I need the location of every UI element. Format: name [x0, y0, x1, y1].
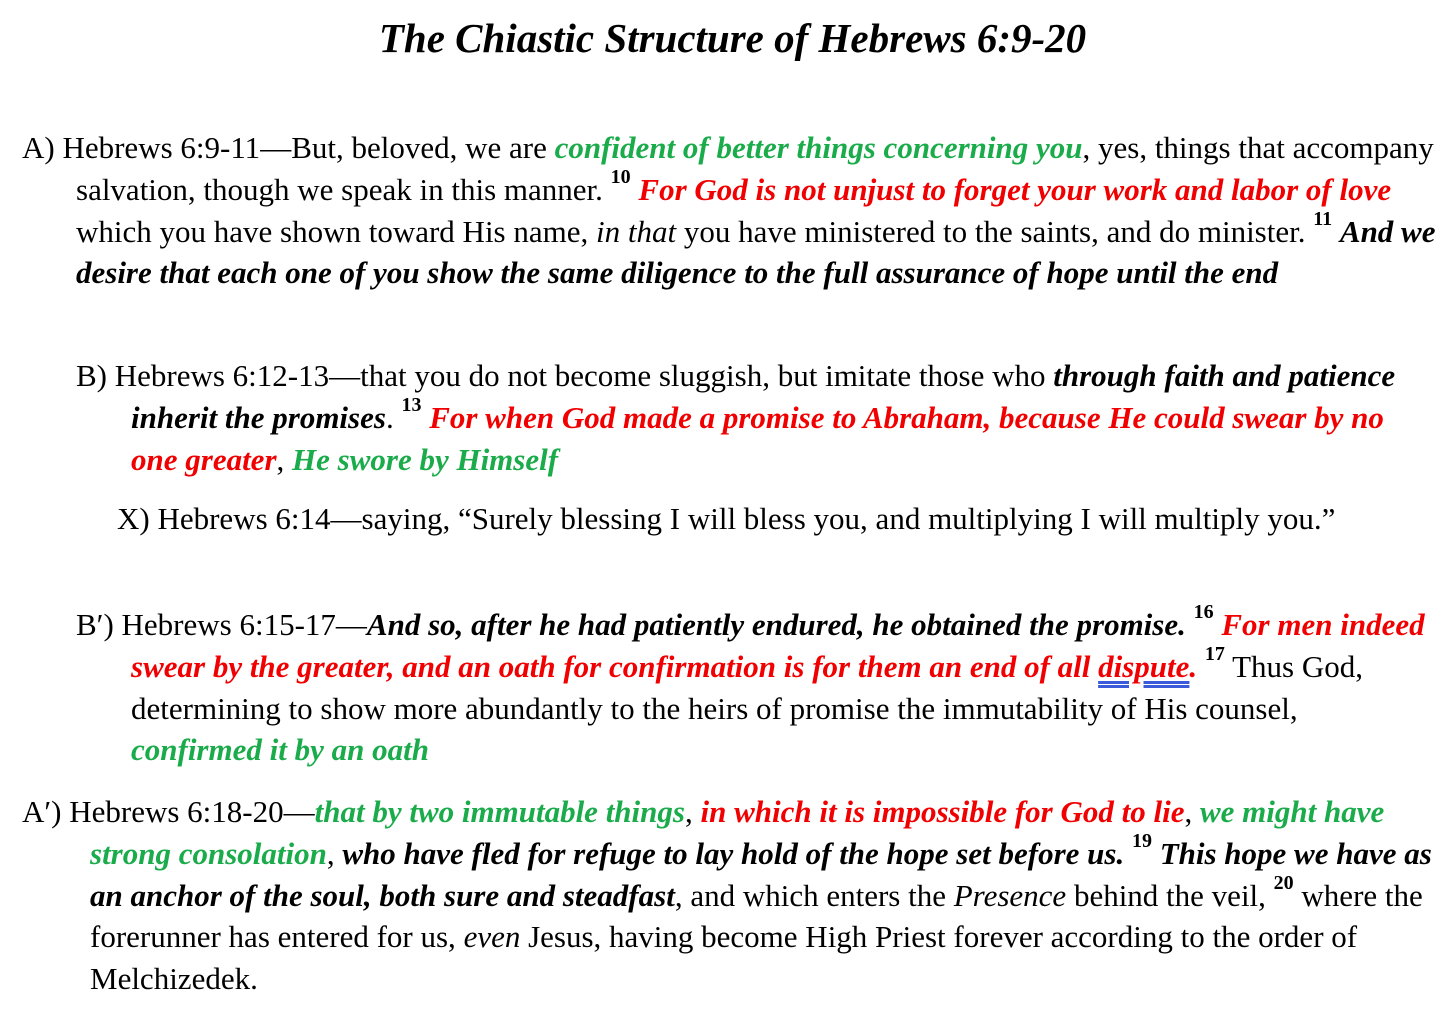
section-b-prime-ref: B′) Hebrews 6:15-17 — [76, 607, 336, 642]
section-b-ref: B) Hebrews 6:12-13 — [76, 358, 330, 393]
text-run: , — [684, 794, 701, 829]
section-a-prime-ref: A′) Hebrews 6:18-20 — [22, 794, 284, 829]
section-x — [117, 498, 1437, 540]
text-run: you have ministered to the saints, and do minister. — [676, 213, 1314, 249]
underlined-word-link[interactable]: dispute — [1098, 648, 1190, 684]
section-a — [22, 127, 1447, 294]
section-b — [76, 355, 1436, 480]
verse-number: 13 — [401, 393, 422, 416]
italic-text: Presence — [953, 877, 1067, 913]
em-dash: — — [329, 358, 361, 393]
red-highlight: For God is not unjust to forget your work and labor of love — [638, 171, 1392, 207]
text-run: saying, “Surely blessing I will bless you, and multiplying I will multiply you.” — [361, 501, 1336, 536]
text-run: that you do not become sluggish, but imitate those who — [360, 358, 1054, 393]
text-run: , — [1184, 794, 1200, 829]
text-run: , — [326, 835, 343, 871]
section-a-prime-paragraph — [22, 791, 1447, 1000]
spacer — [1197, 649, 1205, 684]
text-run: Jesus, having become High Priest forever according to the order of Melchizedek. — [90, 919, 1358, 997]
red-highlight: For men indeed swear by the greater, and an oath for confirmation is for them an end of all — [131, 607, 1425, 684]
green-highlight: He swore by Himself — [292, 441, 559, 477]
section-b-prime-paragraph — [76, 601, 1436, 771]
bold-italic-text: through faith and patience inherit the promises — [131, 358, 1396, 435]
red-highlight: in which it is impossible for God to lie — [700, 794, 1185, 829]
section-b-prime — [76, 601, 1436, 771]
em-dash: — — [260, 130, 292, 165]
text-run: . — [385, 399, 402, 435]
spacer — [1186, 607, 1194, 642]
text-run: But, beloved, we are — [291, 130, 555, 165]
text-run: where the forerunner has entered for us, — [90, 877, 1423, 955]
bold-italic-text: And so, after he had patiently endured, he obtained the promise. — [366, 607, 1186, 642]
page-title: The Chiastic Structure of Hebrews 6:9-20 — [378, 15, 1087, 61]
verse-number: 19 — [1131, 829, 1152, 852]
green-highlight: we might have strong consolation — [90, 794, 1385, 871]
em-dash: — — [335, 607, 367, 642]
green-highlight: confirmed it by an oath — [131, 732, 429, 768]
verse-number: 16 — [1193, 601, 1214, 623]
bold-italic-text: And we desire that each one of you show the same diligence to the full assurance of hope until the end — [76, 213, 1436, 291]
green-highlight: confident of better things concerning you — [554, 130, 1083, 165]
text-run: , yes, things that accompany salvation, though we speak in this manner. — [76, 130, 1434, 207]
em-dash: — — [330, 501, 362, 536]
text-run: behind the veil, — [1066, 877, 1274, 913]
italic-text: even — [463, 919, 521, 955]
red-highlight: For when God made a promise to Abraham, because He could swear by no one greater — [131, 399, 1384, 477]
bold-italic-text: This hope we have as an anchor of the soul, both sure and steadfast — [90, 835, 1432, 913]
section-b-paragraph — [76, 355, 1436, 480]
verse-number: 17 — [1204, 642, 1225, 665]
text-run: , and which enters the — [674, 877, 954, 913]
section-a-ref: A) Hebrews 6:9-11 — [22, 130, 261, 165]
verse-number: 11 — [1313, 207, 1333, 230]
text-run: Thus God, determining to show more abundantly to the heirs of promise the immutability of His counsel, — [131, 648, 1363, 726]
text-run: , — [276, 441, 293, 477]
section-a-prime — [22, 791, 1447, 1000]
section-a-paragraph — [22, 127, 1447, 294]
verse-number: 20 — [1273, 871, 1294, 894]
section-x-ref: X) Hebrews 6:14 — [117, 501, 331, 536]
red-highlight: . — [1189, 648, 1198, 684]
spacer — [1124, 836, 1132, 871]
em-dash: — — [283, 794, 315, 829]
bold-italic-text: who have fled for refuge to lay hold of the hope set before us. — [342, 835, 1125, 871]
italic-text: in that — [596, 213, 677, 249]
green-highlight: that by two immutable things — [314, 794, 685, 829]
verse-number: 10 — [610, 165, 631, 188]
text-run: which you have shown toward His name, — [76, 213, 597, 249]
section-x-paragraph — [117, 498, 1437, 540]
